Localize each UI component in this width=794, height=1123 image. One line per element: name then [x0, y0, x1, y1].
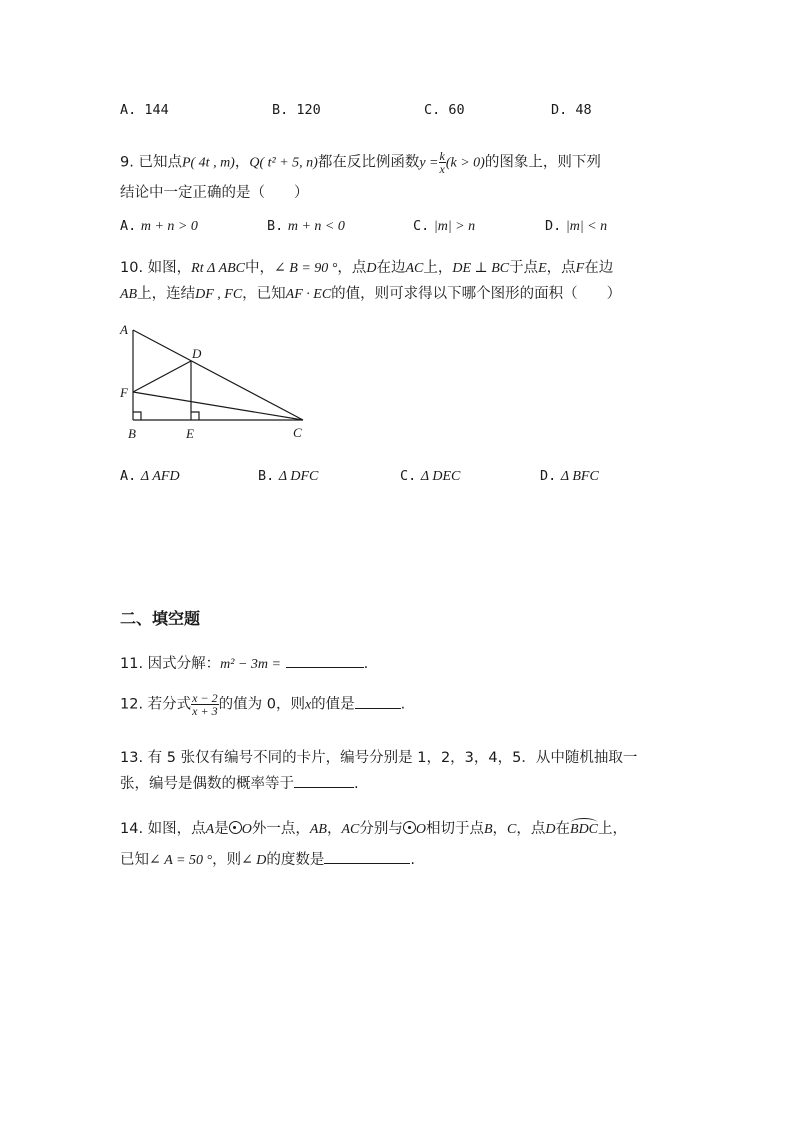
q11-line: 11. 因式分解：m² − 3m = . [120, 656, 369, 672]
q9-line2: 结论中一定正确的是（ ） [120, 185, 309, 201]
q10-line1: 10. 如图，Rt Δ ABC中，∠ B = 90 °，点D在边AC上，DE ⊥ BC于点E，点F在边 [120, 260, 614, 276]
q10-number: 10. [120, 260, 144, 276]
q9-text: 的图象上，则下列 [484, 154, 601, 171]
q9-option-d: D. |m| < n [545, 218, 608, 234]
label-c: C [293, 425, 302, 440]
q14-line2: 已知∠ A = 50 °，则∠ D的度数是 . [120, 852, 416, 868]
q10-option-a: A. Δ AFD [120, 468, 180, 484]
label-a: A [120, 322, 128, 337]
q11-expression: m² − 3m = [220, 657, 281, 672]
q9-text: 已知点 [138, 154, 182, 171]
q14-line1: 14. 如图，点A是 O外一点，AB，AC分别与 O相切于点B，C，点D在BDC上， [120, 821, 628, 837]
q9-point-p-args: ( 4t , m) [190, 155, 235, 171]
q9-point-p: P [181, 155, 191, 171]
q9-y-eq: y = [419, 155, 439, 171]
label-f: F [120, 385, 128, 400]
q10-angle-b: ∠ B = 90 ° [274, 261, 338, 276]
q8-option-b: B. 120 [272, 102, 321, 118]
arc-bdc: BDC [570, 822, 599, 837]
q9-text: 都在反比例函数 [317, 154, 420, 171]
q8-option-a: A. 144 [120, 102, 169, 118]
q10-option-d: D. Δ BFC [540, 468, 599, 484]
q13-line1: 13. 有 5 张仅有编号不同的卡片，编号分别是 1，2，3，4，5．从中随机抽取一 [120, 750, 638, 766]
q12-line: 12. 若分式 $\frac{x - 2}{x + 3}$ 的值为 0，则x的值是 . [120, 691, 406, 718]
q11-answer-blank [286, 655, 364, 668]
q10-triangle: Rt Δ ABC [191, 261, 246, 276]
segment-df [133, 361, 191, 392]
right-angle-b [133, 412, 141, 420]
q13-line2: 张，编号是偶数的概率等于 . [120, 776, 359, 792]
q12-fraction: $\frac{x - 2}{x + 3}$ [192, 691, 218, 718]
q12-number: 12. [120, 696, 144, 713]
q9-k-over-x: $\frac{k}{x}$ [439, 149, 445, 176]
q9-option-a: A. m + n > 0 [120, 218, 198, 234]
q10-perpendicular: DE ⊥ BC [452, 261, 510, 276]
right-angle-e [191, 412, 199, 420]
circle-dot-icon [229, 821, 242, 834]
q11-number: 11. [120, 656, 144, 672]
q13-answer-blank [294, 775, 354, 788]
label-d: D [192, 346, 202, 361]
q9-point-q-args: ( t² + 5, n) [259, 155, 318, 171]
q9-condition: (k > 0) [445, 155, 485, 171]
q10-product: AF · EC [285, 287, 332, 302]
q10-segments: DF , FC [195, 287, 243, 302]
q9-line1 [120, 150, 601, 175]
q13-number: 13. [120, 750, 144, 766]
q14-number: 14. [120, 821, 144, 837]
q9-option-c: C. |m| > n [413, 218, 476, 234]
q9-option-b: B. m + n < 0 [267, 218, 345, 234]
q14-angle-a: ∠ A = 50 ° [149, 853, 213, 868]
q9-number: 9. [120, 154, 134, 171]
q12-answer-blank [355, 696, 401, 709]
q14-angle-d: ∠ D [241, 853, 267, 868]
label-b: B [128, 426, 136, 441]
q9-point-q: Q [249, 155, 260, 171]
label-e: E [186, 426, 194, 441]
q10-triangle-figure [110, 318, 320, 448]
q10-option-c: C. Δ DEC [400, 468, 461, 484]
circle-dot-icon [403, 821, 416, 834]
section-title: 二、填空题 [120, 609, 201, 628]
q8-option-d: D. 48 [551, 102, 592, 118]
q14-answer-blank [324, 851, 410, 864]
q9-text: ， [234, 154, 250, 171]
q8-option-c: C. 60 [424, 102, 465, 118]
q10-option-b: B. Δ DFC [258, 468, 319, 484]
q10-line2: AB上，连结DF , FC，已知AF · EC的值，则可求得以下哪个图形的面积（ ） [120, 286, 622, 302]
